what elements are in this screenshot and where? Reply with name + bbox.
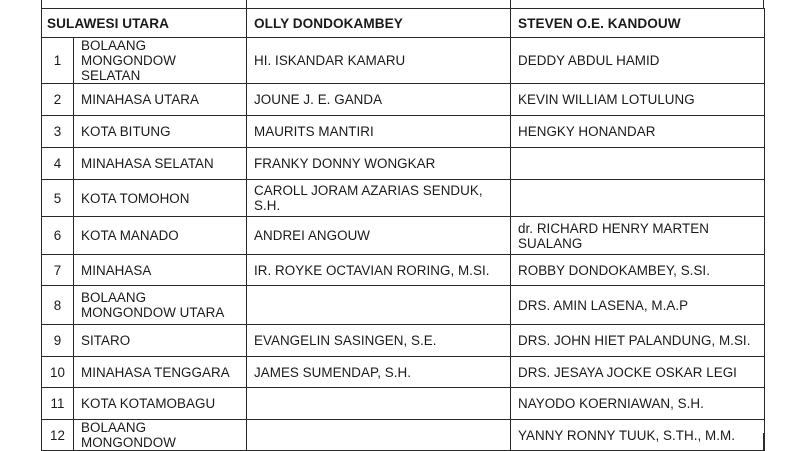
candidate-b-cell <box>511 180 765 217</box>
row-number: 6 <box>42 217 74 255</box>
table-row <box>42 388 765 420</box>
header-region: SULAWESI UTARA <box>42 9 247 38</box>
region-cell: KOTA KOTAMOBAGU <box>74 388 247 420</box>
table-continuation-right <box>510 433 511 450</box>
table-row <box>42 148 765 180</box>
region-cell: SITARO <box>74 325 247 357</box>
table-row <box>42 116 765 148</box>
table-header-row <box>42 9 765 38</box>
candidate-b-cell: DRS. JESAYA JOCKE OSKAR LEGI <box>511 357 765 388</box>
candidate-b-cell: HENGKY HONANDAR <box>511 116 765 148</box>
table-body <box>42 9 765 451</box>
candidate-a-cell: FRANKY DONNY WONGKAR <box>247 148 511 180</box>
region-cell: MINAHASA <box>74 255 247 286</box>
candidate-b-cell: DEDDY ABDUL HAMID <box>511 38 765 84</box>
region-cell: MINAHASA SELATAN <box>74 148 247 180</box>
row-number: 2 <box>42 84 74 116</box>
candidate-a-cell: IR. ROYKE OCTAVIAN RORING, M.SI. <box>247 255 511 286</box>
row-number: 12 <box>42 420 74 451</box>
table-row <box>42 420 765 451</box>
candidate-a-cell: HI. ISKANDAR KAMARU <box>247 38 511 84</box>
candidate-b-cell: DRS. AMIN LASENA, M.A.P <box>511 286 765 325</box>
header-candidate-b: STEVEN O.E. KANDOUW <box>511 9 765 38</box>
table-row <box>42 180 765 217</box>
candidate-b-cell: dr. RICHARD HENRY MARTEN SUALANG <box>511 217 765 255</box>
candidate-a-cell: JOUNE J. E. GANDA <box>247 84 511 116</box>
table-row <box>42 38 765 84</box>
region-cell: KOTA TOMOHON <box>74 180 247 217</box>
table-row <box>42 357 765 388</box>
row-number: 8 <box>42 286 74 325</box>
candidate-a-cell <box>247 388 511 420</box>
table-row <box>42 255 765 286</box>
candidate-b-cell: KEVIN WILLIAM LOTULUNG <box>511 84 765 116</box>
candidate-b-cell <box>511 148 765 180</box>
candidate-a-cell: CAROLL JORAM AZARIAS SENDUK, S.H. <box>247 180 511 217</box>
table-continuation-middle <box>246 433 247 450</box>
table-row <box>42 286 765 325</box>
row-number: 7 <box>42 255 74 286</box>
table-continuation-end <box>763 433 764 450</box>
table-row <box>42 217 765 255</box>
candidate-a-cell: ANDREI ANGOUW <box>247 217 511 255</box>
row-number: 11 <box>42 388 74 420</box>
candidate-a-cell: MAURITS MANTIRI <box>247 116 511 148</box>
row-number: 10 <box>42 357 74 388</box>
row-number: 3 <box>42 116 74 148</box>
region-cell: BOLAANG MONGONDOW SELATAN <box>74 38 247 84</box>
header-candidate-a: OLLY DONDOKAMBEY <box>247 9 511 38</box>
table-row <box>42 325 765 357</box>
candidate-b-cell: YANNY RONNY TUUK, S.TH., M.M. <box>511 420 765 451</box>
candidate-table <box>41 8 765 451</box>
row-number: 1 <box>42 38 74 84</box>
row-number: 4 <box>42 148 74 180</box>
region-cell: BOLAANG MONGONDOW UTARA <box>74 286 247 325</box>
candidate-a-cell: JAMES SUMENDAP, S.H. <box>247 357 511 388</box>
row-number: 5 <box>42 180 74 217</box>
region-cell: BOLAANG MONGONDOW <box>74 420 247 451</box>
row-number: 9 <box>42 325 74 357</box>
candidate-b-cell: NAYODO KOERNIAWAN, S.H. <box>511 388 765 420</box>
candidate-b-cell: ROBBY DONDOKAMBEY, S.SI. <box>511 255 765 286</box>
region-cell: KOTA MANADO <box>74 217 247 255</box>
region-cell: KOTA BITUNG <box>74 116 247 148</box>
table-continuation-left <box>41 433 42 450</box>
candidate-b-cell: DRS. JOHN HIET PALANDUNG, M.SI. <box>511 325 765 357</box>
candidate-a-cell <box>247 420 511 451</box>
table-row <box>42 84 765 116</box>
candidate-a-cell: EVANGELIN SASINGEN, S.E. <box>247 325 511 357</box>
region-cell: MINAHASA TENGGARA <box>74 357 247 388</box>
region-cell: MINAHASA UTARA <box>74 84 247 116</box>
candidate-a-cell <box>247 286 511 325</box>
